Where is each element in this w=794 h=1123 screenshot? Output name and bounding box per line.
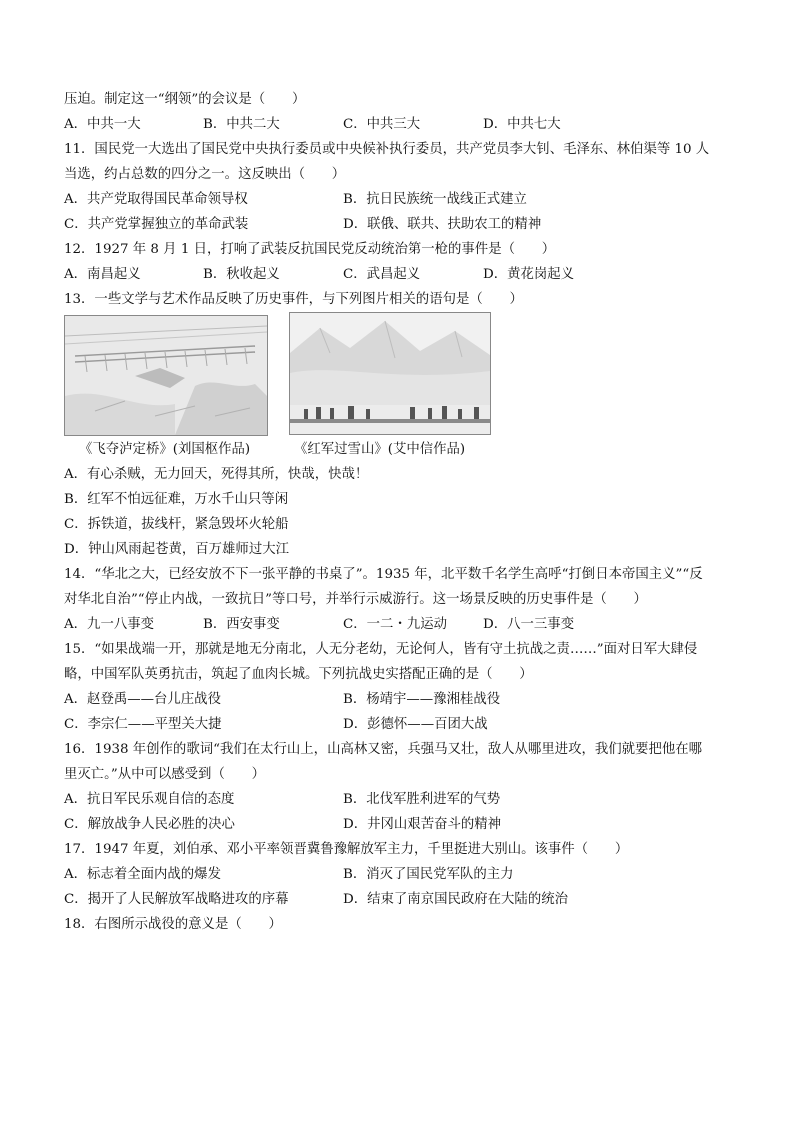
q16-option-c: C．解放战争人民必胜的决心 — [64, 817, 235, 832]
q13-option-c: C．拆铁道，拔线杆，紧急毁坏火轮船 — [64, 517, 289, 532]
q12-option-c: C．武昌起义 — [343, 267, 421, 282]
q10-stem-tail: 压迫。制定这一“纲领”的会议是（ ） — [64, 92, 306, 107]
q17-option-b: B．消灭了国民党军队的主力 — [343, 867, 514, 882]
q16-stem-line1: 16．1938 年创作的歌词“我们在太行山上，山高林又密，兵强马又壮，敌人从哪里进攻，我们就要把他在哪 — [64, 742, 703, 757]
q17-option-d: D．结束了南京国民政府在大陆的统治 — [343, 892, 568, 907]
q15-option-c: C．李宗仁——平型关大捷 — [64, 717, 222, 732]
q11-option-b: B．抗日民族统一战线正式建立 — [343, 192, 527, 207]
q15-option-a: A．赵登禹——台儿庄战役 — [64, 692, 221, 707]
q13-option-d: D．钟山风雨起苍黄，百万雄师过大江 — [64, 542, 289, 557]
q14-option-d: D．八一三事变 — [483, 617, 575, 632]
q16-option-d: D．井冈山艰苦奋斗的精神 — [343, 817, 502, 832]
q11-stem-line1: 11．国民党一大选出了国民党中央执行委员或中央候补执行委员，共产党员李大钊、毛泽东、林伯渠等 10 人 — [64, 142, 710, 157]
q16-option-b: B．北伐军胜利进军的气势 — [343, 792, 501, 807]
q13-option-b: B．红军不怕远征难，万水千山只等闲 — [64, 492, 289, 507]
q17-stem: 17．1947 年夏，刘伯承、邓小平率领晋冀鲁豫解放军主力，千里挺进大别山。该事件（ ） — [64, 842, 629, 857]
q15-stem-line1: 15．“如果战端一开，那就是地无分南北，人无分老幼，无论何人，皆有守土抗战之责……”面对日军大肆侵 — [64, 642, 698, 657]
q12-option-d: D．黄花岗起义 — [483, 267, 575, 282]
q12-option-a: A．南昌起义 — [64, 267, 141, 282]
q11-stem-line2: 当选，约占总数的四分之一。这反映出（ ） — [64, 167, 346, 182]
q14-option-c: C．一二・九运动 — [343, 617, 447, 632]
q16-stem-line2: 里灭亡。”从中可以感受到（ ） — [64, 767, 266, 782]
q18-stem: 18．右图所示战役的意义是（ ） — [64, 917, 282, 932]
q13-stem: 13．一些文学与艺术作品反映了历史事件，与下列图片相关的语句是（ ） — [64, 292, 523, 307]
q17-option-a: A．标志着全面内战的爆发 — [64, 867, 221, 882]
q15-stem-line2: 略，中国军队英勇抗击，筑起了血肉长城。下列抗战史实搭配正确的是（ ） — [64, 667, 533, 682]
q14-stem-line2: 对华北自治”“停止内战，一致抗日”等口号，并举行示威游行。这一场景反映的历史事件是（ ） — [64, 592, 647, 607]
q12-stem: 12．1927 年 8 月 1 日，打响了武装反抗国民党反动统治第一枪的事件是（ ） — [64, 242, 556, 257]
q10-option-b: B．中共二大 — [203, 117, 280, 132]
painting-luding-bridge — [64, 315, 268, 436]
painting-crossing-snow-mountain — [289, 312, 491, 435]
q11-option-d: D．联俄、联共、扶助农工的精神 — [343, 217, 542, 232]
q16-option-a: A．抗日军民乐观自信的态度 — [64, 792, 235, 807]
q11-option-a: A．共产党取得国民革命领导权 — [64, 192, 248, 207]
q10-option-a: A．中共一大 — [64, 117, 141, 132]
q10-option-d: D．中共七大 — [483, 117, 561, 132]
q15-option-b: B．杨靖宇——豫湘桂战役 — [343, 692, 501, 707]
q12-option-b: B．秋收起义 — [203, 267, 280, 282]
q14-option-b: B．西安事变 — [203, 617, 280, 632]
q14-option-a: A．九一八事变 — [64, 617, 155, 632]
q15-option-d: D．彭德怀——百团大战 — [343, 717, 488, 732]
q11-option-c: C．共产党掌握独立的革命武装 — [64, 217, 249, 232]
q13-option-a: A．有心杀贼，无力回天，死得其所，快哉，快哉！ — [64, 467, 369, 482]
q17-option-c: C．揭开了人民解放军战略进攻的序幕 — [64, 892, 289, 907]
q14-stem-line1: 14．“华北之大，已经安放不下一张平静的书桌了”。1935 年，北平数千名学生高呼“打倒日本帝国主义”“反 — [64, 567, 703, 582]
caption-luding-bridge: 《飞夺泸定桥》(刘国枢作品) — [79, 442, 251, 457]
q10-option-c: C．中共三大 — [343, 117, 421, 132]
caption-snow-mountain: 《红军过雪山》(艾中信作品) — [294, 442, 466, 457]
